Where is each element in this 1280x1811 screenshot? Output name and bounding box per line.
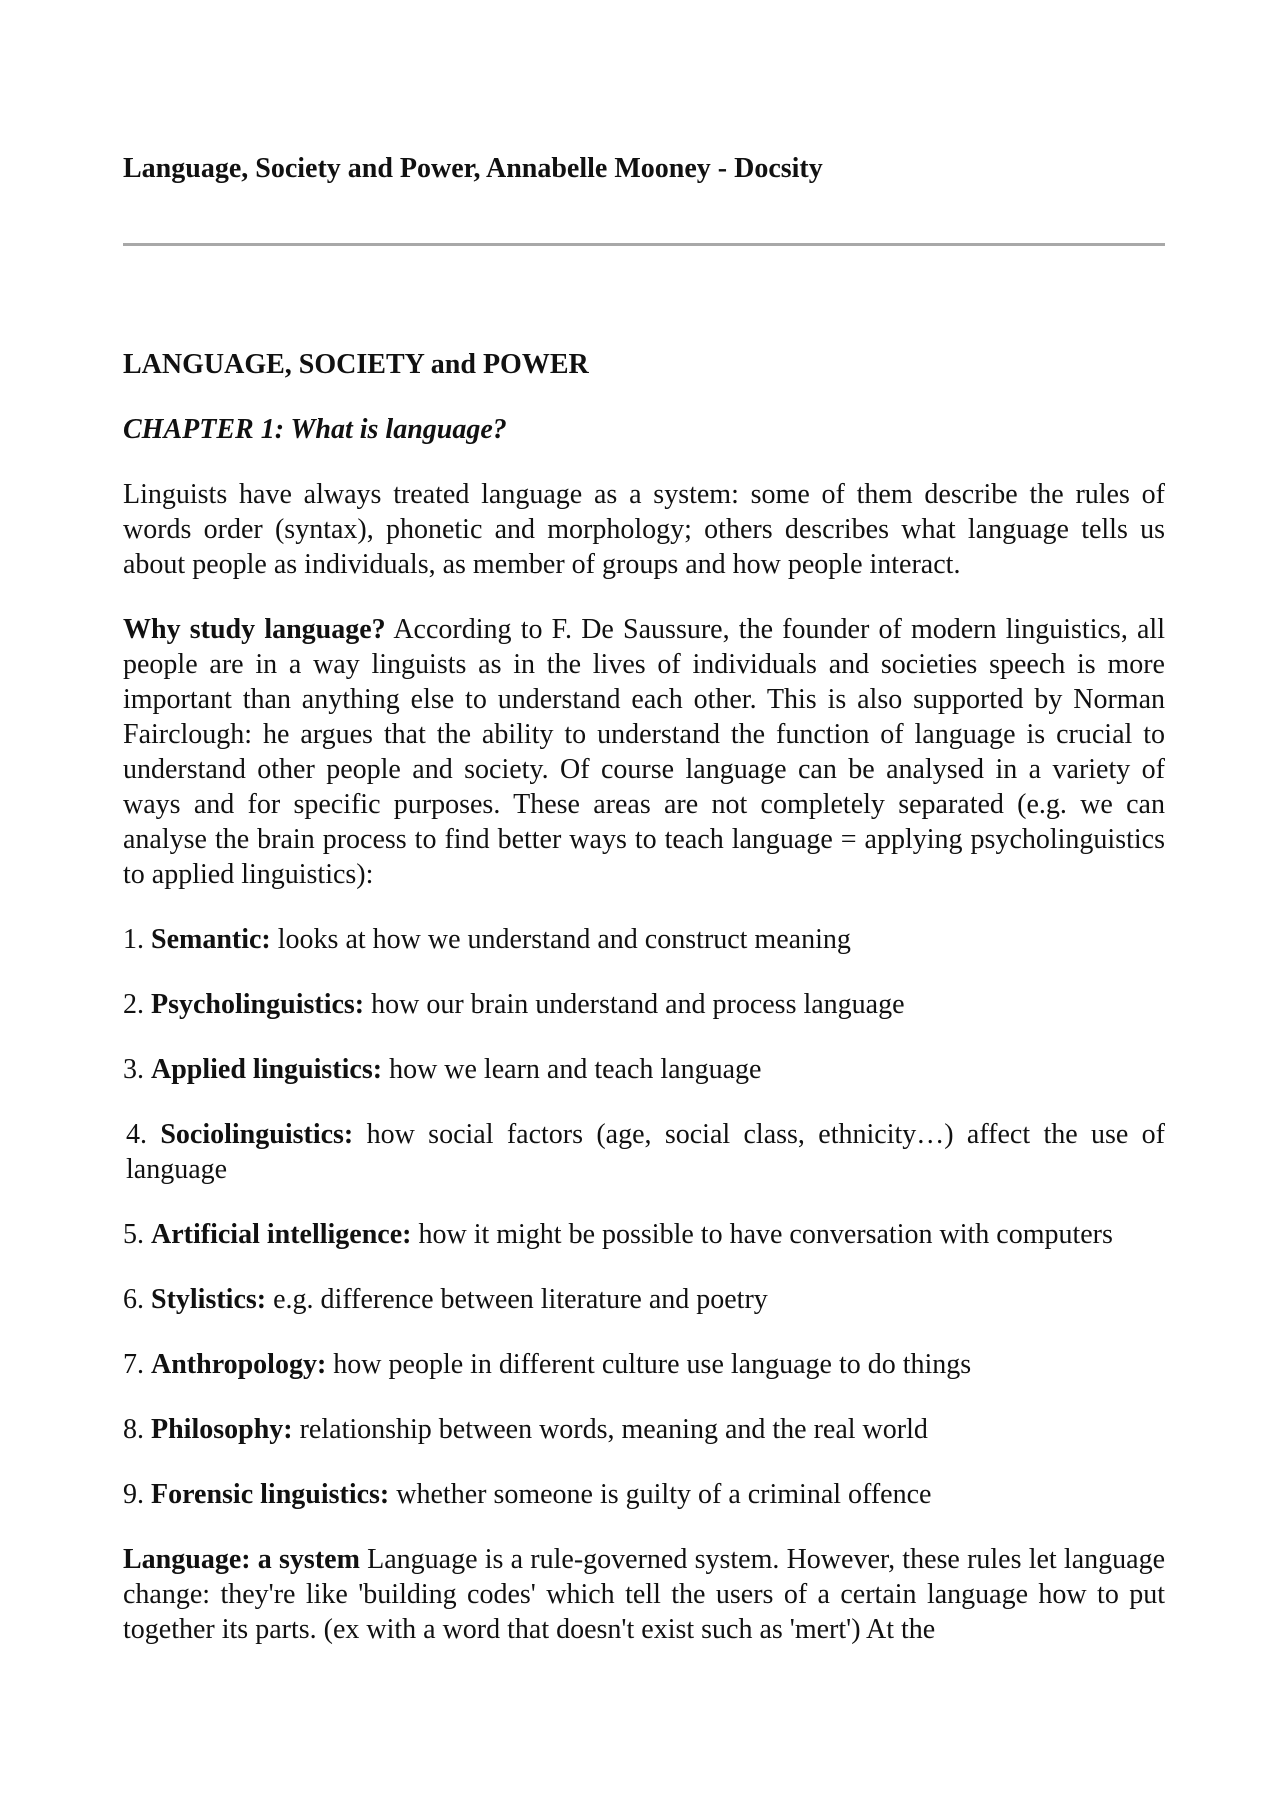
list-number: 1. (123, 924, 144, 955)
list-item-semantic (123, 922, 1165, 957)
list-term: Artificial intelligence: (151, 1219, 412, 1250)
list-term: Applied linguistics: (151, 1054, 383, 1085)
list-item-psycholinguistics (123, 987, 1165, 1022)
list-number: 9. (123, 1479, 144, 1510)
list-description: how social factors (age, social class, ethnicity…) affect the use of language (126, 1119, 1165, 1185)
why-study-paragraph (123, 612, 1165, 892)
list-number: 6. (123, 1284, 144, 1315)
document-header-title: Language, Society and Power, Annabelle Mooney - Docsity (123, 153, 823, 184)
language-system-lead: Language: a system (123, 1544, 360, 1575)
list-description: how our brain understand and process language (364, 989, 905, 1020)
list-term: Sociolinguistics: (160, 1119, 354, 1150)
list-number: 5. (123, 1219, 144, 1250)
list-number: 3. (123, 1054, 144, 1085)
language-system-paragraph (123, 1542, 1165, 1647)
list-description: looks at how we understand and construct meaning (270, 924, 851, 955)
list-number: 2. (123, 989, 144, 1020)
intro-paragraph: Linguists have always treated language as a system: some of them describe the rules of words order (syntax), phonetic and morphology; others describes what language tells us about people as individuals, as member of groups and how people interact. (123, 479, 1165, 580)
list-term: Forensic linguistics: (151, 1479, 390, 1510)
list-description: how it might be possible to have conversation with computers (411, 1219, 1113, 1250)
list-term: Philosophy: (151, 1414, 293, 1445)
list-item-sociolinguistics (123, 1117, 1165, 1187)
list-description: relationship between words, meaning and the real world (292, 1414, 928, 1445)
chapter-title: CHAPTER 1: What is language? (123, 414, 507, 445)
list-term: Anthropology: (151, 1349, 327, 1380)
main-title: LANGUAGE, SOCIETY and POWER (123, 349, 589, 380)
header-divider (123, 243, 1165, 246)
list-item-anthropology (123, 1347, 1165, 1382)
list-term: Stylistics: (151, 1284, 267, 1315)
list-item-philosophy (123, 1412, 1165, 1447)
list-number: 7. (123, 1349, 144, 1380)
list-term: Psycholinguistics: (151, 989, 365, 1020)
document-body (123, 347, 1165, 1647)
list-item-artificial-intelligence (123, 1217, 1165, 1252)
list-item-applied-linguistics (123, 1052, 1165, 1087)
list-description: how people in different culture use language to do things (326, 1349, 972, 1380)
why-study-lead: Why study language? (123, 614, 386, 645)
list-number: 8. (123, 1414, 144, 1445)
list-term: Semantic: (151, 924, 271, 955)
list-description: whether someone is guilty of a criminal offence (389, 1479, 932, 1510)
list-item-stylistics (123, 1282, 1165, 1317)
list-description: e.g. difference between literature and poetry (266, 1284, 768, 1315)
why-study-text: According to F. De Saussure, the founder of modern linguistics, all people are in a way linguists as in the lives of individuals and societies speech is more important than anything else to understand each other. This is also supported by Norman Fairclough: he argues that the ability to understand the function of language is crucial to understand other people and society. Of course language can be analysed in a variety of ways and for specific purposes. These areas are not completely separated (e.g. we can analyse the brain process to find better ways to teach language = applying psycholinguistics to applied linguistics): (123, 614, 1165, 890)
language-system-text: Language is a rule-governed system. However, these rules let language change: they're like 'building codes' which tell the users of a certain language how to put together its parts. (ex with a word that doesn't exist such as 'mert') At the (123, 1544, 1165, 1645)
list-description: how we learn and teach language (382, 1054, 762, 1085)
list-item-forensic-linguistics (123, 1477, 1165, 1512)
list-number: 4. (126, 1119, 147, 1150)
